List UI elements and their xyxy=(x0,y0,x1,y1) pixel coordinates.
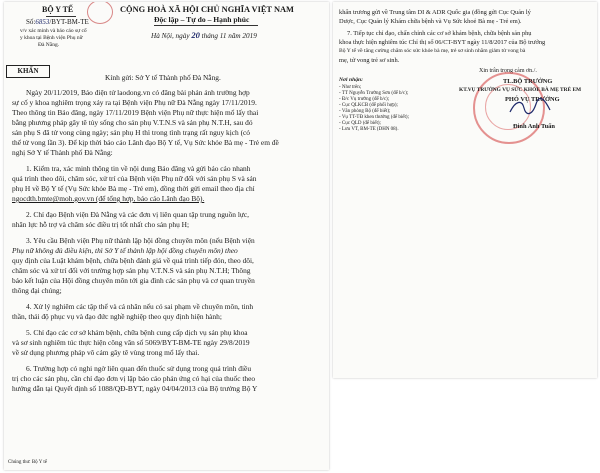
body-line: Dược, Cục Quản lý Khám chữa bệnh và Vụ Sức khoẻ Bà mẹ - Trẻ em). xyxy=(339,18,522,25)
body-line: nghị Sở Y tế Thành phố Đà Nẵng: xyxy=(12,148,113,157)
body-line: 5. Chỉ đạo các cơ sở khám bệnh, chữa bệnh cung cấp dịch vụ sản phụ khoa xyxy=(26,328,248,337)
recipient-item: - Đ/c Vụ trưởng (để b/c); xyxy=(339,97,390,102)
body-line: và sơ sinh nghiêm túc thực hiện công văn số 5069/BYT-BM-TE ngày 29/8/2019 xyxy=(12,338,250,347)
recipient-item: - Cục QLD (để biết); xyxy=(339,121,381,126)
body-line: trị cho các sản phụ, cần chỉ đạo đơn vị lập báo cáo phản ứng có hại của thuốc theo xyxy=(12,374,256,383)
recipients-title: Nơi nhận: xyxy=(339,77,363,83)
signer-title-2: KT.VỤ TRƯỞNG VỤ SỨC KHỎE BÀ MẸ TRẺ EM xyxy=(459,87,582,93)
body-line: Ngày 20/11/2019, Báo điện tử laodong.vn có đăng bài phản ánh trường hợp xyxy=(26,88,250,97)
body-line: sản phụ S đã tử vong cùng ngày; sản phụ H thì trong tình trạng rất nguy kịch (có xyxy=(12,128,251,137)
recipient-item: - Cục QLKCB (để phối hợp); xyxy=(339,103,398,108)
doc-number-suffix: /BYT-BM-TE xyxy=(49,18,89,26)
body-line: mẹ, tử vong trẻ sơ sinh. xyxy=(339,57,400,64)
body-line: thông đại chúng; xyxy=(12,286,62,295)
body-line: 1. Kiểm tra, xác minh thông tin về nội dung Báo đăng và gửi báo cáo nhanh xyxy=(26,164,251,173)
urgency-stamp: KHẨN xyxy=(6,65,50,78)
doc-number xyxy=(26,19,89,26)
motto-underline xyxy=(154,25,258,26)
body-line: thần, thái độ phục vụ và đạo đức nghề nghiệp theo quy định hiện hành; xyxy=(12,312,222,321)
body-line: 3. Yêu cầu Bệnh viện Phụ nữ thành lập hội đồng chuyên môn (nếu Bệnh viện xyxy=(26,236,255,245)
recipient-item: - Lưu VT, BM-TE (DHN 08). xyxy=(339,127,399,132)
body-line: hướng dẫn tại Quyết định số 1088/QĐ-BYT, ngày 04/04/2013 của Bộ trưởng Bộ Y xyxy=(12,384,258,393)
recipient-item: - Vụ TT-TĐ khen thưởng (để biết); xyxy=(339,115,409,120)
subject-line-2: y khoa tại Bệnh viện Phụ nữ xyxy=(20,35,83,41)
body-line: 7. Tiếp tục chỉ đạo, chấn chỉnh các cơ sở khám bệnh, chữa bệnh sản phụ xyxy=(347,30,532,37)
document-page-1 xyxy=(4,2,329,470)
signer-name: Đinh Anh Tuấn xyxy=(513,123,555,130)
body-line: Phụ nữ không đủ điều kiện, thì Sở Y tế thành lập hội đồng chuyên môn) theo xyxy=(12,246,238,255)
national-motto: Độc lập – Tự do – Hạnh phúc xyxy=(154,15,250,24)
body-line: 4. Xử lý nghiêm các tập thể và cá nhân nếu có sai phạm về chuyên môn, tinh xyxy=(26,302,254,311)
recipient-line: Kính gửi: Sở Y tế Thành phố Đà Nẵng. xyxy=(105,73,221,82)
body-line: khoa thực hiện nghiêm túc Chỉ thị số 06/CT-BYT ngày 11/8/2017 của Bộ trưởng xyxy=(339,39,546,46)
recipient-item: - Như trên; xyxy=(339,85,362,90)
doc-number-prefix: Số: xyxy=(26,18,36,26)
document-page-2 xyxy=(333,2,597,378)
signer-title-3: PHÓ VỤ TRƯỞNG xyxy=(505,96,560,103)
body-line: thể tử vong lần 3). Để kịp thời báo cáo Lãnh đạo Bộ Y tế, Vụ Sức khỏe Bà mẹ - Trẻ em đề xyxy=(12,138,279,147)
subject-line-3: Đà Nẵng. xyxy=(38,42,60,48)
body-line: 2. Chỉ đạo Bệnh viện Đà Nẵng và các đơn vị liên quan tập trung nguồn lực, xyxy=(26,210,250,219)
ministry-name: BỘ Y TẾ xyxy=(42,5,74,14)
subject-line-1: v/v xác minh và báo cáo sự cố xyxy=(20,28,87,34)
doc-number-value: 6853 xyxy=(35,18,50,26)
body-line: Theo thông tin Báo đăng, ngày 17/11/2019 Bệnh viện Phụ nữ thực hiện mổ lấy thai xyxy=(12,108,259,117)
body-line: phụ H về Bộ Y tế (Vụ Sức khỏe Bà mẹ - Trẻ em), đồng thời gửi email theo địa chỉ xyxy=(12,184,255,193)
body-line: nhân lực hỗ trợ và chăm sóc điều trị tốt nhất cho sản phụ H; xyxy=(12,220,190,229)
body-line: ngocdth.bmte@moh.gov.vn (để tổng hợp, báo cáo Lãnh đạo Bộ). xyxy=(12,194,205,203)
body-line: bằng phương pháp gây tê tủy sống cho sản phụ V.T.N.S và sản phụ N.T.H, sau đó xyxy=(12,118,253,127)
body-line: quy định của Luật khám bệnh, chữa bệnh đánh giá về quá trình tiếp đón, theo dõi, xyxy=(12,256,254,265)
body-line: sự cố y khoa nghiêm trọng xảy ra tại Bệnh viện Phụ nữ Đà Nẵng ngày 17/11/2019. xyxy=(12,98,257,107)
ministry-underline xyxy=(46,16,76,17)
date-day: 20 xyxy=(191,30,200,40)
republic-name: CỘNG HOÀ XÃ HỘI CHỦ NGHĨA VIỆT NAM xyxy=(120,5,294,14)
date-prefix: Hà Nội, ngày xyxy=(151,32,190,40)
recipient-item: - Văn phòng Bộ (để biết); xyxy=(339,109,391,114)
body-line: Bộ Y tế về tăng cường chăm sóc sức khỏe bà mẹ, trẻ sơ sinh nhằm giảm tử vong bà xyxy=(339,48,526,54)
issue-date xyxy=(151,31,257,40)
body-line: quá trình theo dõi, chăm sóc, xử trí của Bệnh viện Phụ nữ đối với sản phụ S và sản xyxy=(12,174,257,183)
signer-title-1: TL.BỘ TRƯỞNG xyxy=(503,78,553,85)
date-suffix: tháng 11 năm 2019 xyxy=(201,32,257,40)
body-line: về sử dụng phương pháp vô cảm gây tê vùng trong mổ lấy thai. xyxy=(12,348,200,357)
body-line: báo kết luận của Hội đồng chuyên môn tới gia đình các sản phụ và cơ quan truyền xyxy=(12,276,255,285)
closing-line: Xin trân trọng cảm ơn./. xyxy=(479,68,537,74)
body-line: chăm sóc và xử trí đối với trường hợp sản phụ V.T.N.S và sản phụ N.T.H; Thông xyxy=(12,266,251,275)
page-footer: Chúng thư: Bộ Y tế xyxy=(8,460,48,465)
body-line: khẩn trương gửi về Trung tâm DI & ADR Quốc gia (đồng gửi Cục Quản lý xyxy=(339,9,531,16)
signature-mark xyxy=(508,96,552,118)
number-stamp xyxy=(87,2,113,24)
recipient-item: - TT Nguyễn Trường Sơn (để b/c); xyxy=(339,91,409,96)
body-line: 6. Trường hợp có nghi ngờ liên quan đến thuốc sử dụng trong quá trình điều xyxy=(26,364,252,373)
